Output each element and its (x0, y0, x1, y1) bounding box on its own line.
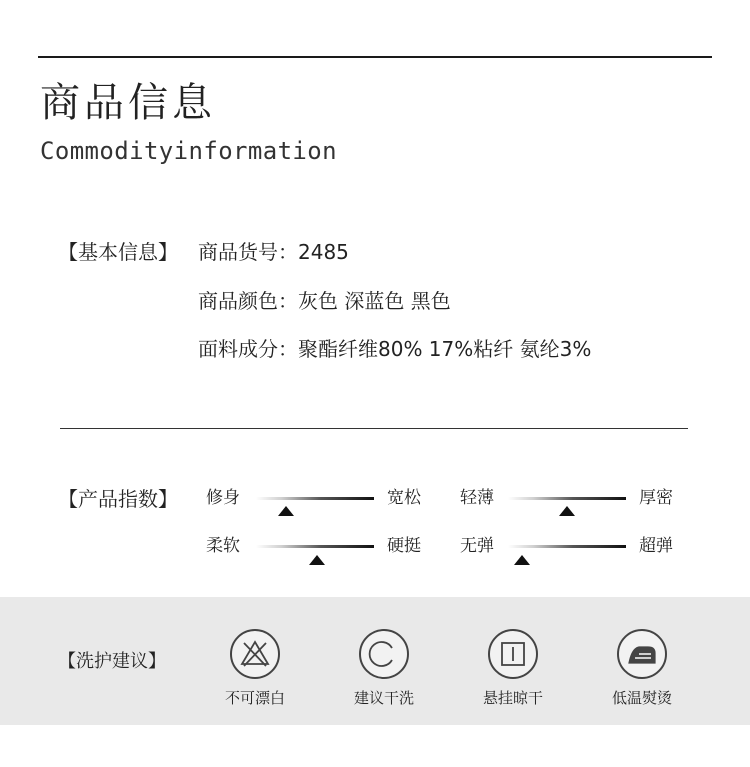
info-row-sku (198, 239, 349, 265)
low-iron-icon (617, 629, 667, 679)
scale-marker (559, 506, 575, 516)
info-key: 商品颜色： (198, 289, 298, 313)
dry-clean-icon (359, 629, 409, 679)
scale-right-label: 超弹 (639, 536, 673, 556)
info-value: 聚酯纤维80% 17%粘纤 氨纶3% (298, 337, 592, 361)
scale-right-label: 硬挺 (387, 536, 421, 556)
care-text: 低温熨烫 (611, 689, 672, 707)
no-bleach-icon (230, 629, 280, 679)
scale-left-label: 修身 (206, 488, 240, 508)
scale-track (508, 497, 626, 500)
scale-marker (514, 555, 530, 565)
scale-left-label: 轻薄 (460, 488, 494, 508)
scale-track (508, 545, 626, 548)
basic-info-label: 【基本信息】 (58, 240, 178, 264)
scale-right-label: 宽松 (387, 488, 421, 508)
care-text: 悬挂晾干 (482, 689, 543, 707)
info-row-fabric (198, 336, 591, 362)
info-row-color (198, 288, 451, 314)
section-title: 商品信息 (40, 80, 216, 126)
section-subtitle: Commodityinformation (40, 137, 337, 165)
info-value: 灰色 深蓝色 黑色 (298, 289, 451, 313)
hang-dry-icon (488, 629, 538, 679)
scale-marker (309, 555, 325, 565)
info-key: 商品货号： (198, 240, 298, 264)
scale-track (256, 545, 374, 548)
middle-divider (60, 428, 688, 429)
info-key: 面料成分： (198, 337, 298, 361)
care-label: 【洗护建议】 (58, 651, 166, 672)
scale-left-label: 柔软 (206, 536, 240, 556)
scale-left-label: 无弹 (460, 536, 494, 556)
scale-right-label: 厚密 (639, 488, 673, 508)
info-value: 2485 (298, 240, 349, 264)
product-index-label: 【产品指数】 (58, 487, 178, 511)
scale-track (256, 497, 374, 500)
top-divider (38, 56, 712, 58)
care-text: 建议干洗 (353, 689, 414, 707)
care-text: 不可漂白 (224, 689, 285, 707)
scale-marker (278, 506, 294, 516)
